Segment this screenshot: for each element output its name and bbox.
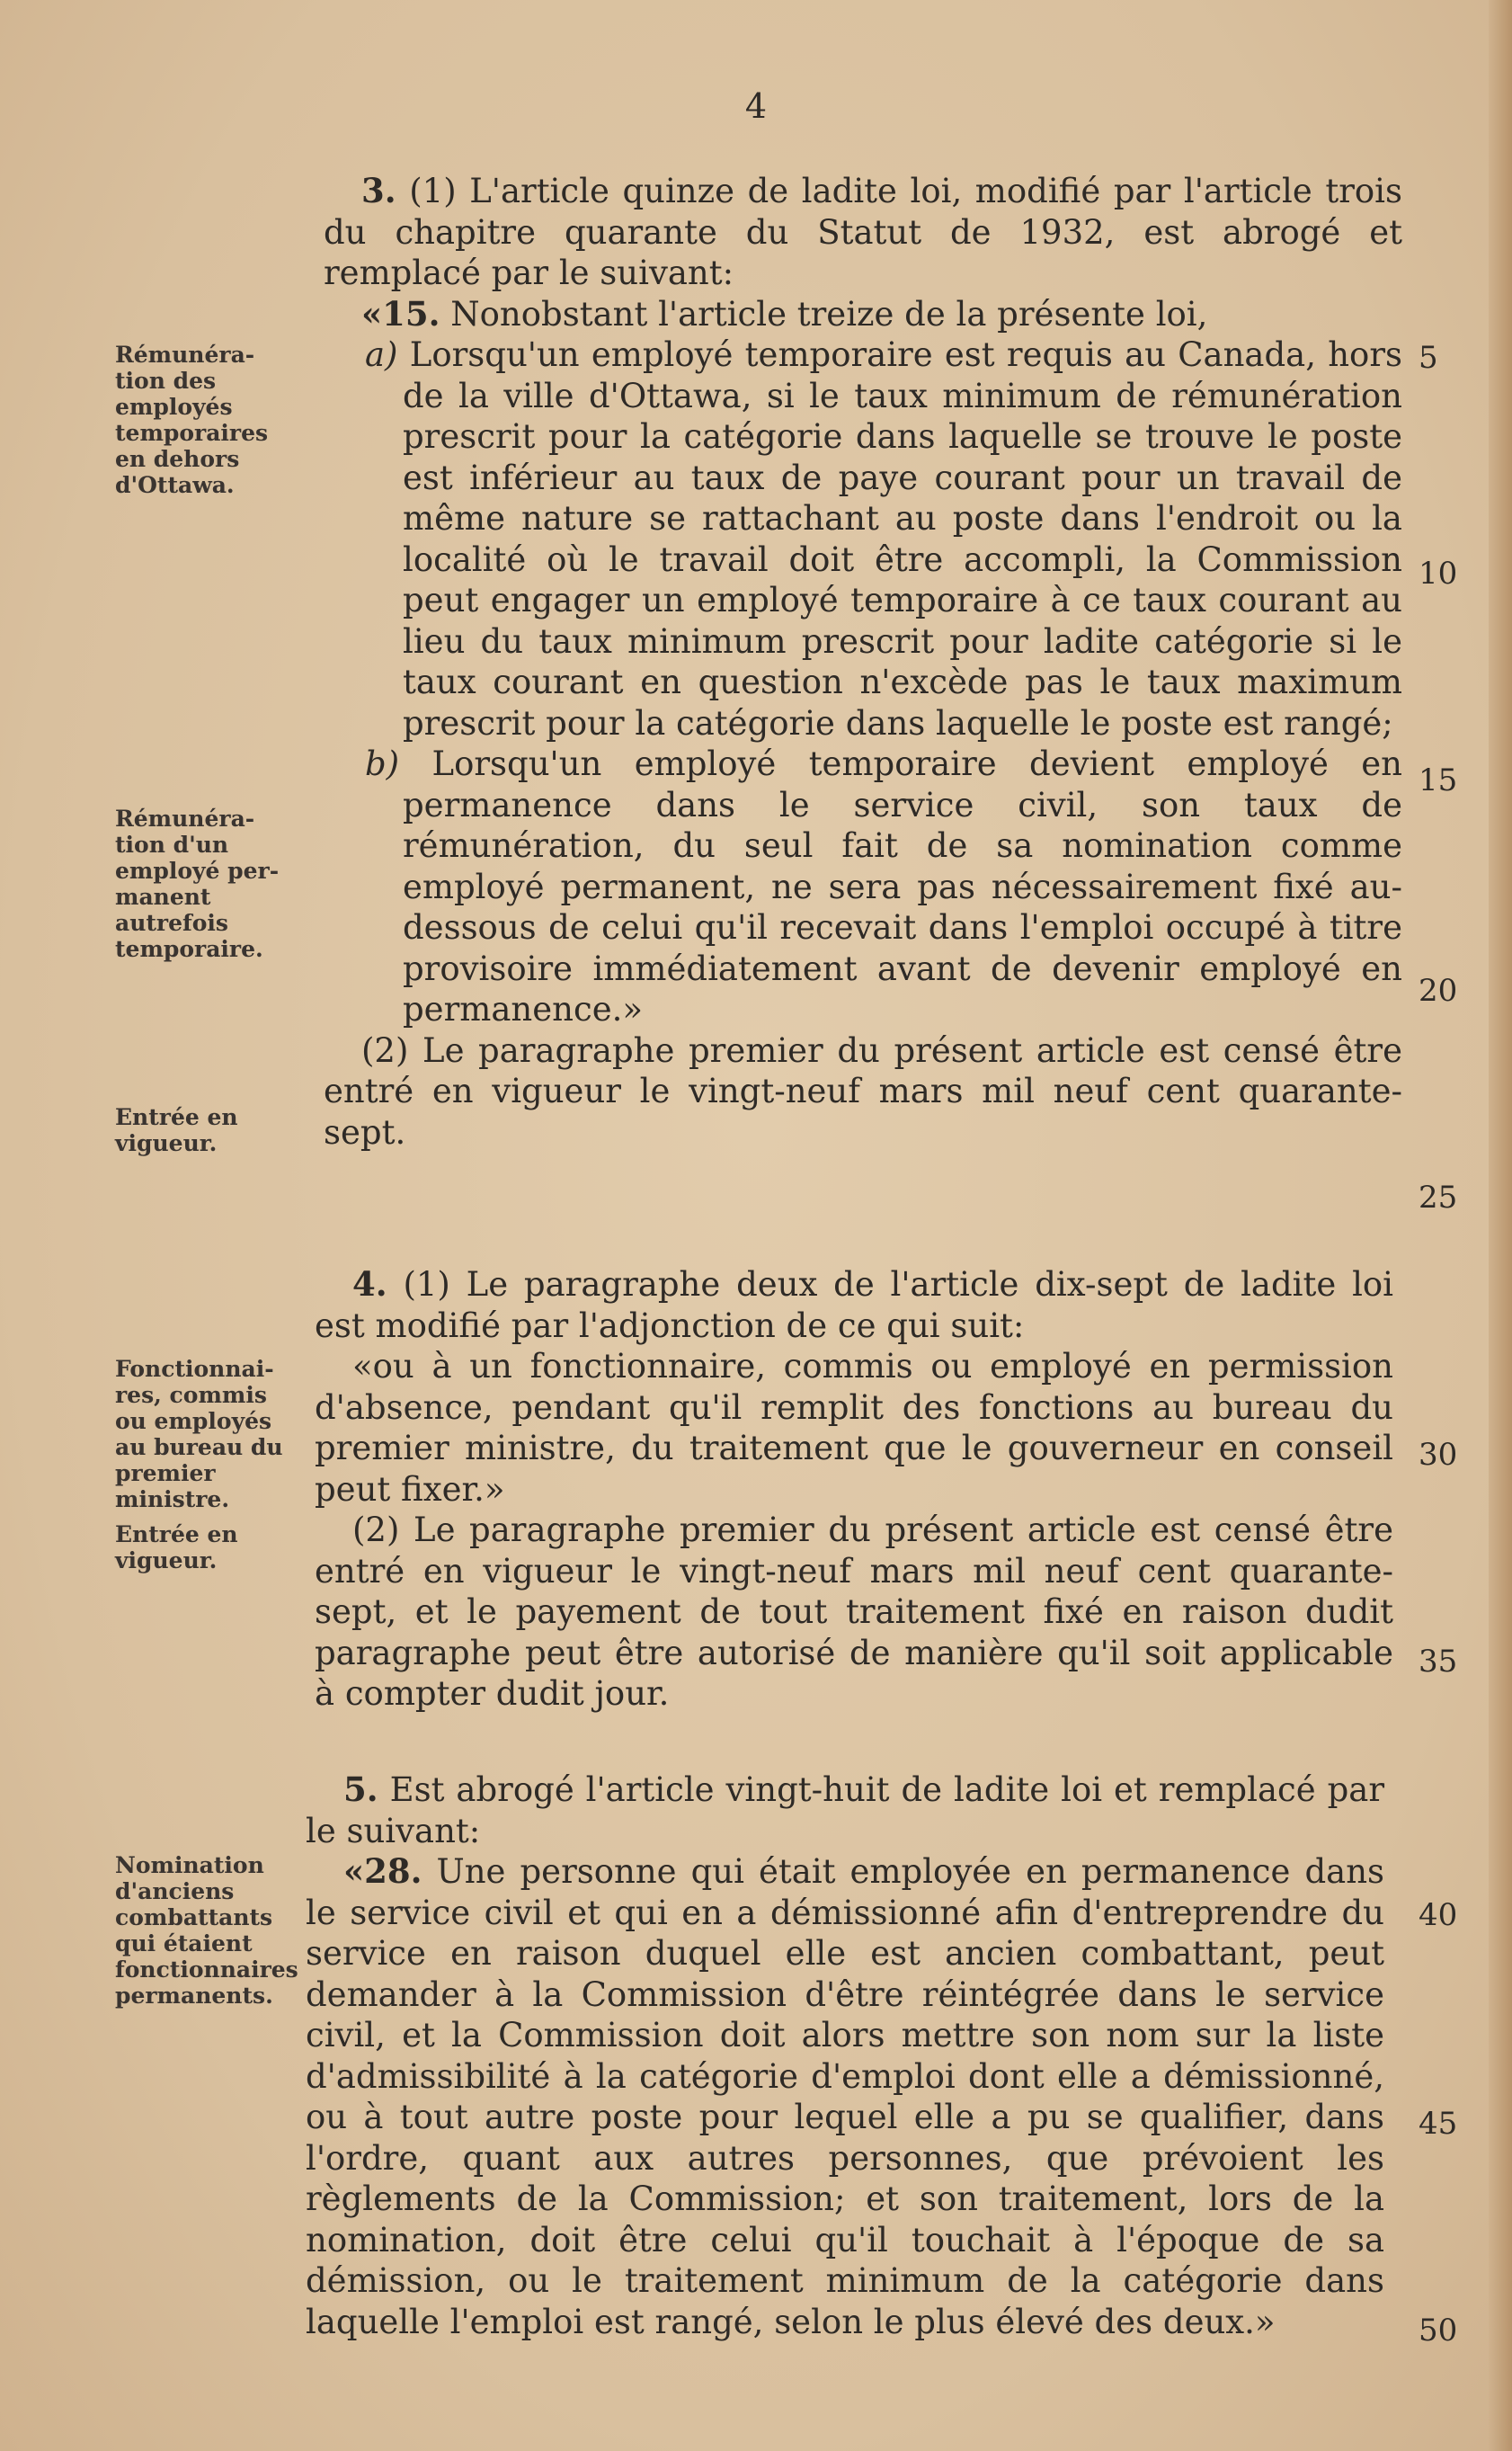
- paragraph-b-label: b): [365, 744, 400, 783]
- section-5-intro-text: Est abrogé l'article vingt-huit de ladite loi et remplacé par le suivant:: [306, 1770, 1385, 1850]
- section-5-number: 5.: [343, 1769, 378, 1809]
- paragraph-b: [324, 744, 1402, 1030]
- article-15-intro: [324, 294, 1402, 335]
- section-4-number: 4.: [352, 1264, 387, 1304]
- section-4: [315, 1264, 1393, 1715]
- section-4-intro: [315, 1264, 1393, 1346]
- article-15-number: «15.: [361, 293, 440, 334]
- line-number-25: 25: [1419, 1180, 1458, 1216]
- paragraph-a-label: a): [365, 335, 398, 374]
- section-5: [306, 1769, 1384, 2342]
- section-3-sub2: (2) Le paragraphe premier du présent article est censé être entré en vigueur le vingt-neuf mars mil neuf cent quarante-sept.: [324, 1030, 1402, 1152]
- section-4-quote: «ou à un fonctionnaire, commis ou employé en permission d'absence, pendant qu'il remplit des fonctions au bureau du premier ministre, du traitement que le gouverneur en conseil peut fixer.»: [315, 1347, 1393, 1509]
- article-28-number: «28.: [343, 1851, 422, 1891]
- line-number-20: 20: [1419, 973, 1458, 1009]
- section-3-number: 3.: [361, 171, 396, 210]
- line-number-5: 5: [1419, 340, 1438, 376]
- paragraph-a: [324, 334, 1402, 744]
- article-15-intro-text: Nonobstant l'article treize de la présente loi,: [450, 294, 1208, 334]
- line-number-35: 35: [1419, 1644, 1458, 1680]
- margin-note-6: Nomination d'anciens combattants qui étaient fonctionnaires permanents.: [115, 1852, 298, 2009]
- section-3-intro: [324, 171, 1402, 294]
- section-4-sub2: (2) Le paragraphe premier du présent article est censé être entré en vigueur le vingt-neuf mars mil neuf cent quarante-sept, et le payement de tout traitement fixé en raison dudit paragraphe peut être autorisé de manière qu'il soit applicable à compter dudit jour.: [315, 1511, 1393, 1713]
- section-3: [324, 171, 1402, 1153]
- section-3-intro-text: (1) L'article quinze de ladite loi, modifié par l'article trois du chapitre quarante du Statut de 1932, est abrogé et remplacé par le suivant:: [324, 172, 1402, 292]
- margin-note-2: Rémunéra-tion d'un employé per-manent autrefois temporaire.: [115, 806, 280, 962]
- paragraph-a-text: Lorsqu'un employé temporaire est requis au Canada, hors de la ville d'Ottawa, si le taux minimum de rémunération prescrit pour la catégorie dans laquelle se trouve le poste est inférieur au taux de paye courant pour un travail de même nature se rattachant au poste dans l'endroit ou la localité où le travail doit être accompli, la Commission peut engager un employé temporaire à ce taux courant au lieu du taux minimum prescrit pour ladite catégorie si le taux courant en question n'excède pas le taux maximum prescrit pour la catégorie dans laquelle le poste est rangé;: [403, 335, 1402, 743]
- line-number-10: 10: [1419, 556, 1458, 592]
- article-28-text: Une personne qui était employée en permanence dans le service civil et qui en a démissionné afin d'entreprendre du service en raison duquel elle est ancien combattant, peut demander à la Commission d'être réintégrée dans le service civil, et la Commission doit alors mettre son nom sur la liste d'admissibilité à la catégorie d'emploi dont elle a démissionné, ou à tout autre poste pour lequel elle a pu se qualifier, dans l'ordre, quant aux autres personnes, que prévoient les règlements de la Commission; et son traitement, lors de la nomination, doit être celui qu'il touchait à l'époque de sa démission, ou le traitement minimum de la catégorie dans laquelle l'emploi est rangé, selon le plus élevé des deux.»: [306, 1852, 1385, 2341]
- margin-note-4: Fonctionnai-res, commis ou employés au bureau du premier ministre.: [115, 1356, 283, 1512]
- page-edge: [1489, 0, 1512, 2451]
- line-number-50: 50: [1419, 2313, 1458, 2349]
- margin-note-5: Entrée en vigueur.: [115, 1521, 238, 1573]
- article-28: [306, 1851, 1384, 2342]
- line-number-45: 45: [1419, 2106, 1458, 2142]
- margin-note-1: Rémunéra-tion des employés temporaires en dehors d'Ottawa.: [115, 342, 269, 498]
- line-number-40: 40: [1419, 1897, 1458, 1933]
- line-number-30: 30: [1419, 1437, 1458, 1473]
- section-4-intro-text: (1) Le paragraphe deux de l'article dix-sept de ladite loi est modifié par l'adjonction de ce qui suit:: [315, 1265, 1394, 1345]
- margin-note-3: Entrée en vigueur.: [115, 1104, 238, 1156]
- section-5-intro: [306, 1769, 1384, 1851]
- paragraph-b-text: Lorsqu'un employé temporaire devient employé en permanence dans le service civil, son taux de rémunération, du seul fait de sa nomination comme employé permanent, ne sera pas nécessairement fixé au-dessous de celui qu'il recevait dans l'emploi occupé à titre provisoire immédiatement avant de devenir employé en permanence.»: [403, 744, 1402, 1029]
- line-number-15: 15: [1419, 762, 1458, 798]
- page-number: 4: [744, 86, 768, 126]
